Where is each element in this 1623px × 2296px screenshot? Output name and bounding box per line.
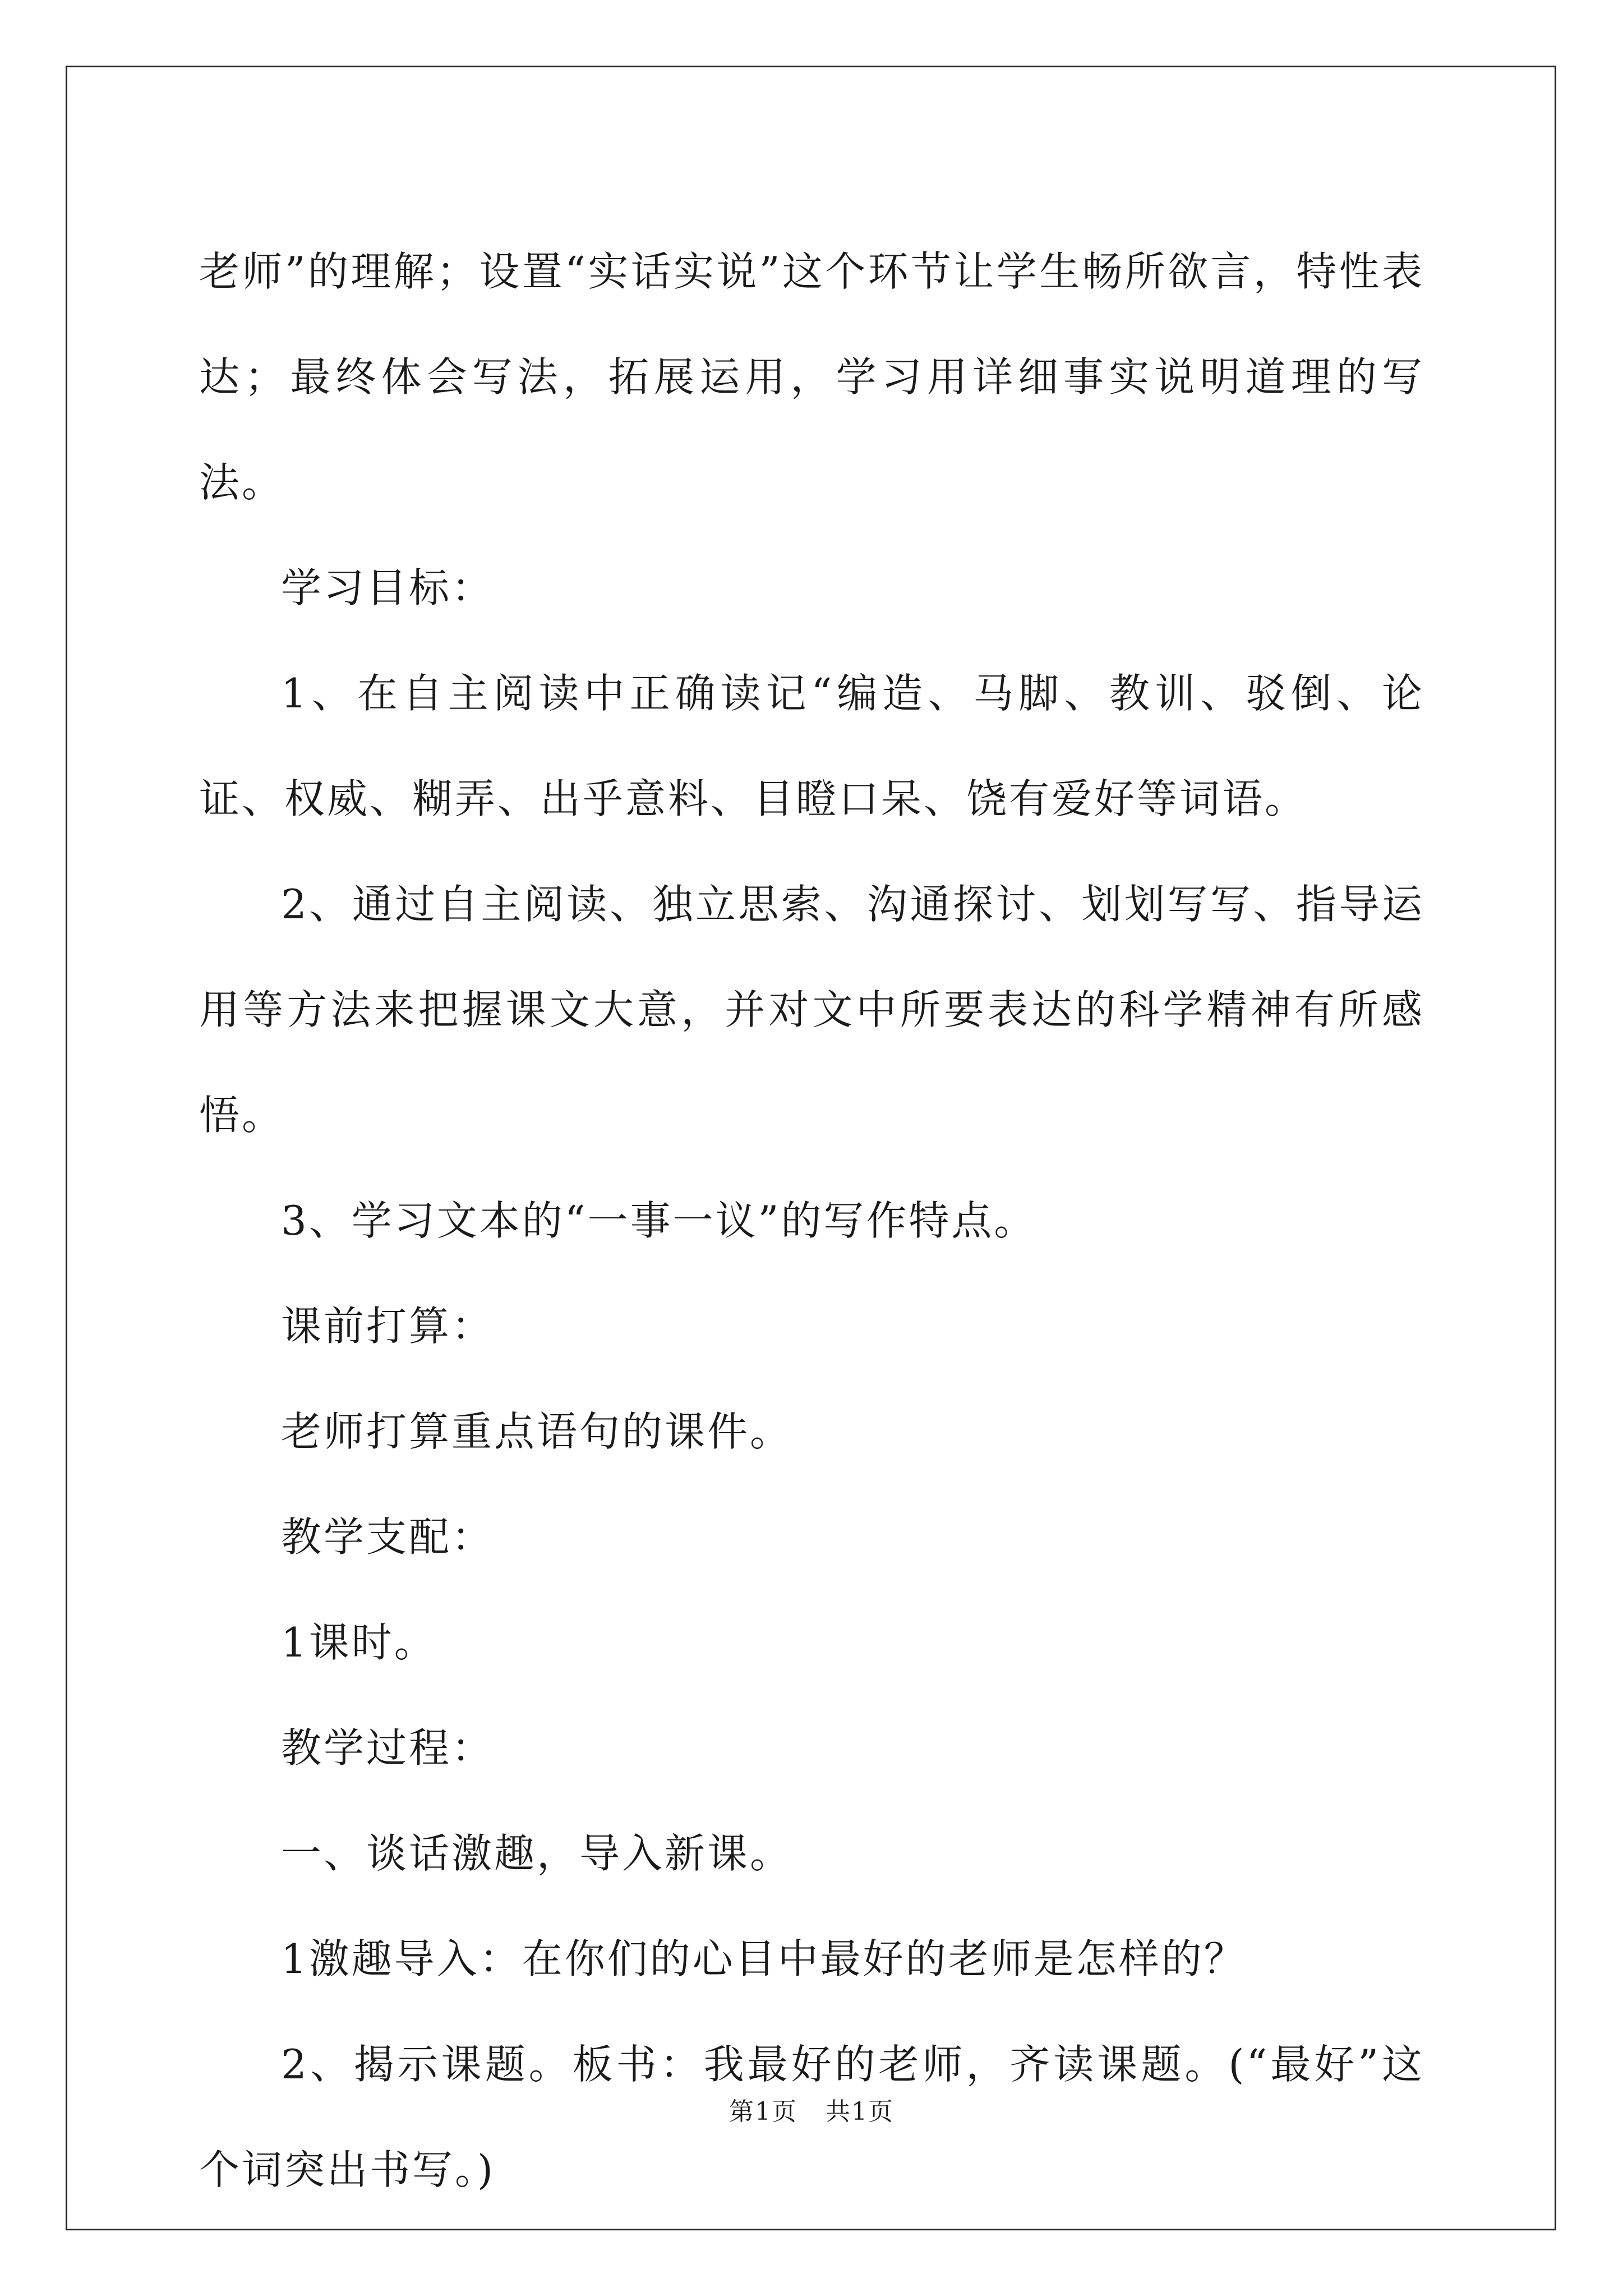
- paragraph: 教学过程：: [281, 1724, 495, 1772]
- paragraph: 1课时。: [281, 1619, 437, 1666]
- paragraph: 老师”的理解；设置“实话实说”这个环节让学生畅所欲言，特性表达；最终体会写法，拓展运用，学习用详细事实说明道理的写法。: [199, 248, 1424, 506]
- paragraph: 1激趣导入：在你们的心目中最好的老师是怎样的？: [281, 1935, 1247, 1982]
- paragraph: 1、在自主阅读中正确读记“编造、马脚、教训、驳倒、论证、权威、糊弄、出乎意料、目瞪口呆、饶有爱好等词语。: [199, 670, 1424, 822]
- document-body: [199, 219, 1424, 2223]
- paragraph: 课前打算：: [281, 1303, 495, 1350]
- paragraph: 3、学习文本的“一事一议”的写作特点。: [281, 1197, 1037, 1244]
- paragraph: 一、谈话激趣，导入新课。: [281, 1830, 793, 1877]
- paragraph: 2、揭示课题。板书：我最好的老师，齐读课题。(“最好”这个词突出书写。): [199, 2041, 1424, 2193]
- page-footer: [0, 2091, 1623, 2127]
- paragraph: 学习目标：: [281, 564, 495, 611]
- paragraph: 老师打算重点语句的课件。: [281, 1408, 793, 1455]
- paragraph: 2、通过自主阅读、独立思索、沟通探讨、划划写写、指导运用等方法来把握课文大意，并对文中所要表达的科学精神有所感悟。: [199, 881, 1424, 1139]
- page-total: 共1页: [826, 2097, 894, 2126]
- page-number: 第1页: [729, 2097, 797, 2126]
- paragraph: 教学支配：: [281, 1513, 495, 1561]
